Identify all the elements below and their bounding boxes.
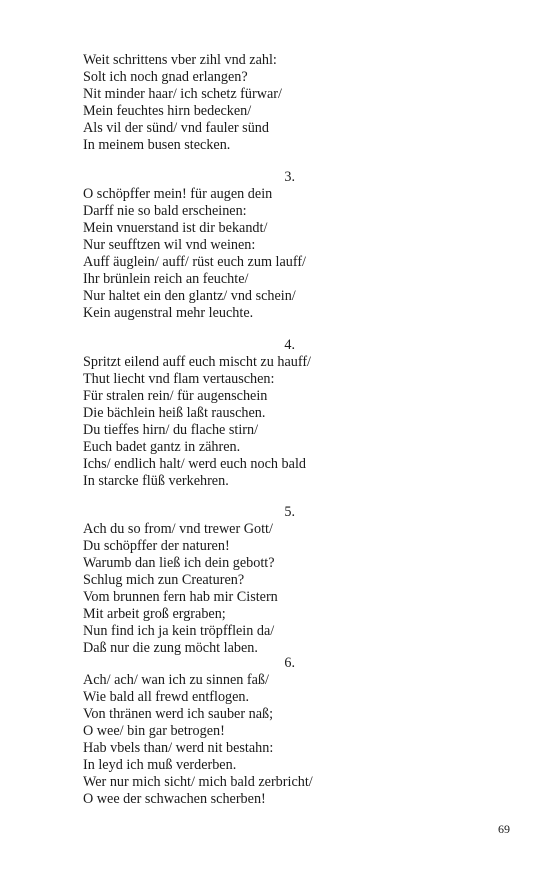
verse-line: Kein augenstral mehr leuchte. [83, 305, 254, 321]
verse-line: Ach du so from/ vnd trewer Gott/ [83, 521, 273, 537]
verse-line: Weit schrittens vber zihl vnd zahl: [83, 52, 277, 68]
verse-line: Warumb dan ließ ich dein gebott? [83, 555, 275, 571]
verse-line: Für stralen rein/ für augenschein [83, 388, 268, 404]
verse-line: Wer nur mich sicht/ mich bald zerbricht/ [83, 774, 313, 790]
verse-line: Du schöpffer der naturen! [83, 538, 230, 554]
verse-line: Ihr brünlein reich an feuchte/ [83, 271, 249, 287]
verse-line: Nur seufftzen wil vnd weinen: [83, 237, 256, 253]
stanza-number: 4. [284, 337, 295, 353]
verse-line: Hab vbels than/ werd nit bestahn: [83, 740, 274, 756]
verse-line: Du tieffes hirn/ du flache stirn/ [83, 422, 259, 438]
verse-line: Spritzt eilend auff euch mischt zu hauff/ [83, 354, 311, 370]
verse-line: Euch badet gantz in zähren. [83, 439, 241, 455]
verse-line: Als vil der sünd/ vnd fauler sünd [83, 120, 269, 136]
verse-line: Nit minder haar/ ich schetz fürwar/ [83, 86, 282, 102]
stanza-number: 3. [284, 169, 295, 185]
stanza-6 [83, 655, 463, 808]
verse-line: Mein feuchtes hirn bedecken/ [83, 103, 252, 119]
stanza-4 [83, 337, 463, 490]
verse-line: In leyd ich muß verderben. [83, 757, 237, 773]
page-number: 69 [498, 822, 510, 836]
verse-line: Mein vnuerstand ist dir bekandt/ [83, 220, 268, 236]
verse-line: Wie bald all frewd entflogen. [83, 689, 250, 705]
verse-line: Von thränen werd ich sauber naß; [83, 706, 274, 722]
verse-line: Ichs/ endlich halt/ werd euch noch bald [83, 456, 306, 472]
verse-line: O wee/ bin gar betrogen! [83, 723, 225, 739]
verse-line: Nun find ich ja kein tröpfflein da/ [83, 623, 275, 639]
verse-line: Vom brunnen fern hab mir Cistern [83, 589, 278, 605]
stanza-intro [83, 52, 463, 154]
verse-line: Nur haltet ein den glantz/ vnd schein/ [83, 288, 296, 304]
stanza-number: 6. [284, 655, 295, 671]
verse-line: O schöpffer mein! für augen dein [83, 186, 273, 202]
stanza-number: 5. [284, 504, 295, 520]
stanza-5 [83, 504, 463, 657]
verse-line: Thut liecht vnd flam vertauschen: [83, 371, 275, 387]
verse-line: Auff äuglein/ auff/ rüst euch zum lauff/ [83, 254, 306, 270]
verse-line: Ach/ ach/ wan ich zu sinnen faß/ [83, 672, 269, 688]
verse-line: In meinem busen stecken. [83, 137, 231, 153]
verse-line: Darff nie so bald erscheinen: [83, 203, 247, 219]
stanza-3 [83, 169, 463, 322]
verse-line: Solt ich noch gnad erlangen? [83, 69, 248, 85]
verse-line: Daß nur die zung möcht laben. [83, 640, 258, 656]
verse-line: Die bächlein heiß laßt rauschen. [83, 405, 266, 421]
verse-line: In starcke flüß verkehren. [83, 473, 229, 489]
verse-line: Mit arbeit groß ergraben; [83, 606, 226, 622]
verse-line: O wee der schwachen scherben! [83, 791, 266, 807]
verse-line: Schlug mich zun Creaturen? [83, 572, 245, 588]
